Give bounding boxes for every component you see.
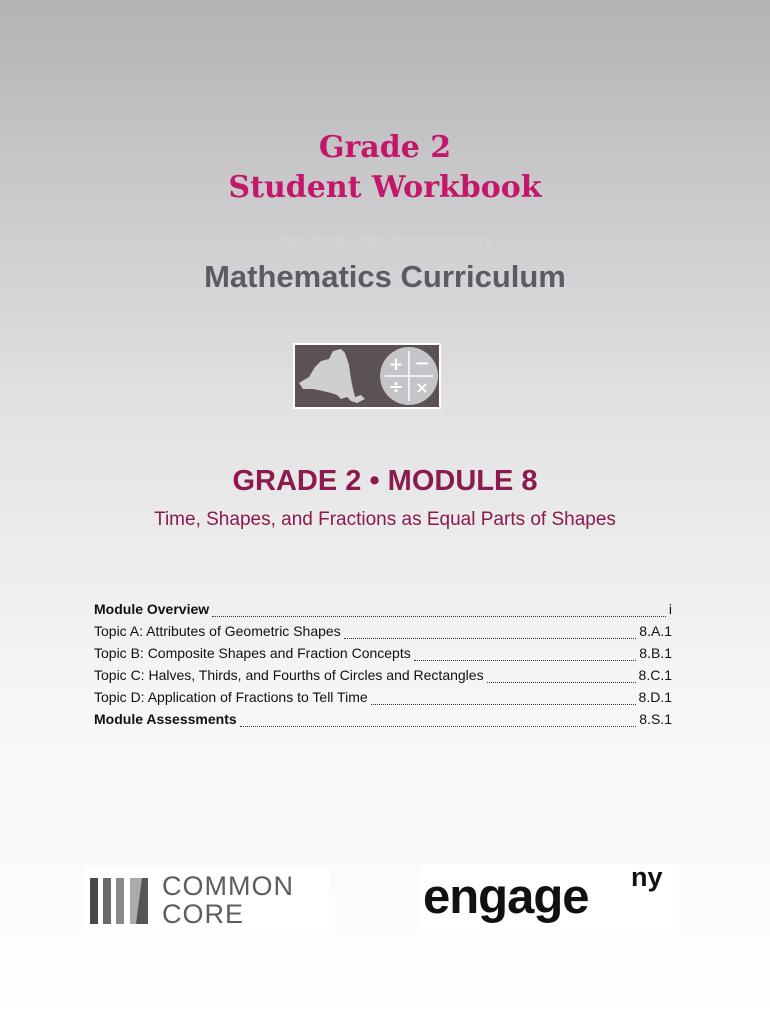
common-core-line2: CORE [162, 899, 245, 929]
toc-leader [371, 703, 636, 705]
workbook-subtitle: Student Workbook [228, 170, 542, 205]
workbook-title [0, 128, 770, 208]
svg-text:÷: ÷ [388, 377, 404, 398]
toc-label: Topic C: Halves, Thirds, and Fourths of Circles and Rectangles [94, 667, 484, 683]
engage-wordmark: engage [423, 870, 589, 924]
toc-row-topic-a[interactable] [94, 623, 672, 645]
module-heading: GRADE 2 • MODULE 8 [232, 465, 538, 497]
table-of-contents [94, 601, 672, 733]
module-subheading: Time, Shapes, and Fractions as Equal Parts of Shapes [154, 509, 616, 530]
toc-label: Topic A: Attributes of Geometric Shapes [94, 623, 341, 639]
toc-row-topic-c[interactable] [94, 667, 672, 689]
toc-label: Topic B: Composite Shapes and Fraction Concepts [94, 645, 411, 661]
toc-label: Module Assessments [94, 711, 237, 727]
common-core-bars-icon [90, 876, 154, 926]
toc-row-topic-b[interactable] [94, 645, 672, 667]
toc-label: Module Overview [94, 601, 210, 617]
new-york-state-map-icon [293, 343, 441, 409]
state-label: New York State Common Core [277, 233, 493, 250]
toc-leader [414, 659, 637, 661]
toc-label: Topic D: Application of Fractions to Tell Time [94, 689, 368, 705]
engageny-logo [421, 864, 679, 934]
svg-text:+: + [388, 354, 404, 375]
toc-page: 8.D.1 [638, 689, 672, 705]
toc-leader [344, 637, 637, 639]
curriculum-title: Mathematics Curriculum [204, 259, 566, 294]
toc-row-topic-d[interactable] [94, 689, 672, 711]
toc-row-module-overview[interactable] [94, 601, 672, 623]
grade-title: Grade 2 [318, 130, 452, 165]
toc-row-module-assessments[interactable] [94, 711, 672, 733]
toc-page: 8.B.1 [639, 645, 672, 661]
toc-leader [487, 681, 636, 683]
curriculum-logo [293, 343, 441, 409]
common-core-line1: COMMON [162, 871, 294, 901]
ny-superscript: ny [631, 862, 663, 892]
toc-page: 8.A.1 [639, 623, 672, 639]
toc-page: 8.S.1 [639, 711, 672, 727]
toc-leader [212, 615, 666, 617]
toc-page: i [668, 601, 672, 617]
common-core-wordmark [162, 872, 294, 928]
toc-leader [240, 725, 637, 727]
toc-page: 8.C.1 [638, 667, 672, 683]
svg-text:×: × [415, 378, 429, 397]
common-core-logo [84, 866, 330, 934]
svg-text:−: − [414, 353, 430, 374]
